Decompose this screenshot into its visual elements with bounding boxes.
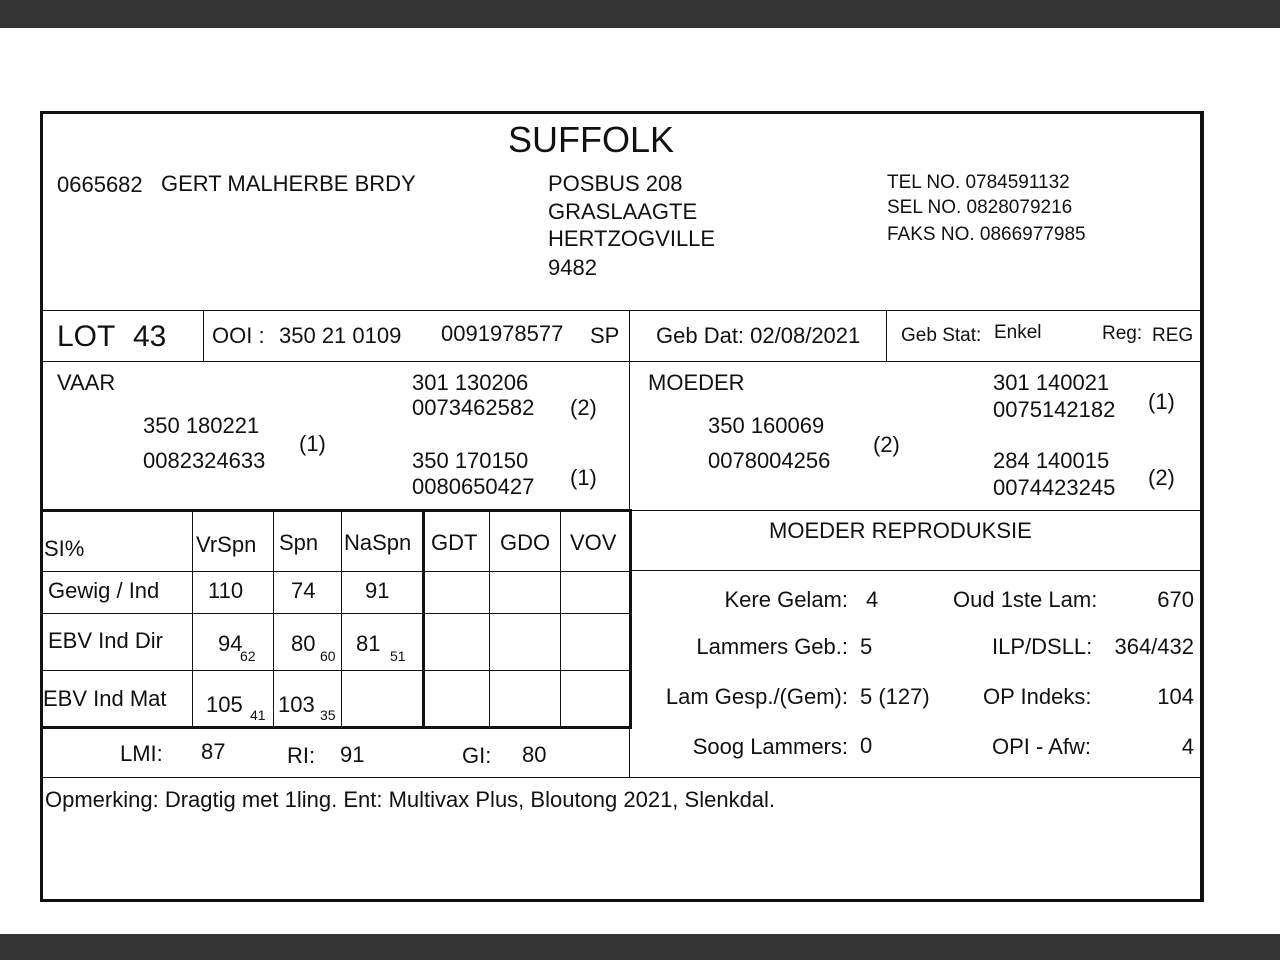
- birth-status-label: Geb Stat:: [901, 325, 982, 346]
- top-bar: [0, 0, 1280, 28]
- vaar-grade: (1): [299, 431, 326, 456]
- ri-label: RI:: [287, 743, 316, 768]
- perf-cell: 103: [278, 692, 315, 717]
- vaar-sire-grade: (2): [570, 395, 597, 420]
- moeder-grade: (2): [873, 432, 900, 457]
- moeder-dam-id: 284 140015: [993, 448, 1110, 473]
- ooi-code: 0091978577: [441, 321, 564, 346]
- breed-title: SUFFOLK: [508, 119, 675, 160]
- oud-label: Oud 1ste Lam:: [953, 587, 1098, 612]
- gi-label: GI:: [462, 743, 492, 768]
- perf-cell: 80: [291, 631, 316, 656]
- moeder-sire-code: 0075142182: [993, 397, 1116, 422]
- birth-status: Enkel: [994, 322, 1042, 343]
- vaar-label: VAAR: [57, 370, 116, 395]
- perf-header: Spn: [279, 530, 319, 555]
- lammers-label: Lammers Geb.:: [696, 634, 848, 659]
- vaar-dam-grade: (1): [570, 465, 597, 490]
- perf-cell: 110: [208, 578, 244, 603]
- address-line: HERTZOGVILLE: [548, 226, 716, 251]
- lot-label: LOT: [57, 320, 116, 353]
- tel-number: TEL NO. 0784591132: [887, 172, 1070, 193]
- faks-number: FAKS NO. 0866977985: [887, 224, 1086, 245]
- perf-row-label: Gewig / Ind: [48, 578, 160, 603]
- perf-cell-sub: 62: [240, 648, 256, 664]
- perf-header: VrSpn: [196, 532, 257, 557]
- ooi-id: 350 21 0109: [279, 323, 402, 348]
- oud-value: 670: [1157, 587, 1194, 612]
- moeder-code: 0078004256: [708, 448, 831, 473]
- vaar-id: 350 180221: [143, 413, 260, 438]
- perf-header: GDT: [431, 530, 478, 555]
- ilp-value: 364/432: [1114, 634, 1194, 659]
- perf-row-label: EBV Ind Mat: [43, 686, 167, 711]
- owner-name: GERT MALHERBE BRDY: [161, 171, 416, 196]
- perf-cell: 105: [206, 692, 243, 717]
- bottom-bar: [0, 934, 1280, 960]
- gi-value: 80: [522, 742, 547, 767]
- moeder-label: MOEDER: [648, 370, 745, 395]
- kere-label: Kere Gelam:: [724, 587, 848, 612]
- moeder-sire-id: 301 140021: [993, 370, 1110, 395]
- gesp-label: Lam Gesp./(Gem):: [665, 684, 848, 709]
- repro-title: MOEDER REPRODUKSIE: [769, 518, 1032, 543]
- soog-value: 0: [860, 733, 873, 758]
- perf-cell-sub: 41: [250, 707, 266, 723]
- perf-cell-sub: 51: [390, 648, 406, 664]
- address-line: POSBUS 208: [548, 171, 683, 196]
- perf-header: NaSpn: [344, 530, 412, 555]
- perf-header: GDO: [500, 530, 551, 555]
- perf-row-label: EBV Ind Dir: [48, 628, 163, 653]
- birth-date: Geb Dat: 02/08/2021: [656, 323, 861, 348]
- address-line: 9482: [548, 255, 597, 280]
- sel-number: SEL NO. 0828079216: [887, 197, 1073, 218]
- perf-cell-sub: 60: [320, 648, 336, 664]
- kere-value: 4: [866, 587, 879, 612]
- perf-header: SI%: [44, 536, 85, 561]
- op-label: OP Indeks:: [983, 684, 1092, 709]
- opi-label: OPI - Afw:: [992, 734, 1092, 759]
- gesp-value: 5 (127): [860, 684, 930, 709]
- perf-cell: 94: [218, 631, 243, 656]
- ri-value: 91: [340, 742, 365, 767]
- vaar-sire-code: 0073462582: [412, 395, 535, 420]
- reg-value: REG: [1152, 325, 1194, 346]
- opi-value: 4: [1181, 734, 1194, 759]
- soog-label: Soog Lammers:: [692, 734, 848, 759]
- ooi-suffix: SP: [590, 323, 620, 348]
- owner-code: 0665682: [57, 172, 143, 197]
- lammers-value: 5: [860, 634, 873, 659]
- lot-number: 43: [133, 320, 167, 353]
- reg-label: Reg:: [1102, 323, 1143, 344]
- perf-cell-sub: 35: [320, 707, 336, 723]
- vaar-sire-id: 301 130206: [412, 370, 529, 395]
- ooi-label: OOI :: [212, 323, 265, 348]
- op-value: 104: [1157, 684, 1194, 709]
- moeder-dam-code: 0074423245: [993, 475, 1116, 500]
- perf-cell: 81: [356, 631, 381, 656]
- vaar-dam-code: 0080650427: [412, 474, 535, 499]
- perf-cell: 91: [365, 578, 390, 603]
- address-line: GRASLAAGTE: [548, 199, 698, 224]
- perf-header: VOV: [570, 530, 617, 555]
- moeder-sire-grade: (1): [1148, 389, 1175, 414]
- moeder-dam-grade: (2): [1148, 465, 1175, 490]
- moeder-id: 350 160069: [708, 413, 825, 438]
- remark: Opmerking: Dragtig met 1ling. Ent: Multivax Plus, Bloutong 2021, Slenkdal.: [45, 787, 776, 812]
- vaar-code: 0082324633: [143, 448, 266, 473]
- perf-cell: 74: [291, 578, 316, 603]
- lmi-value: 87: [201, 739, 226, 764]
- ilp-label: ILP/DSLL:: [992, 634, 1093, 659]
- lmi-label: LMI:: [120, 741, 163, 766]
- vaar-dam-id: 350 170150: [412, 448, 529, 473]
